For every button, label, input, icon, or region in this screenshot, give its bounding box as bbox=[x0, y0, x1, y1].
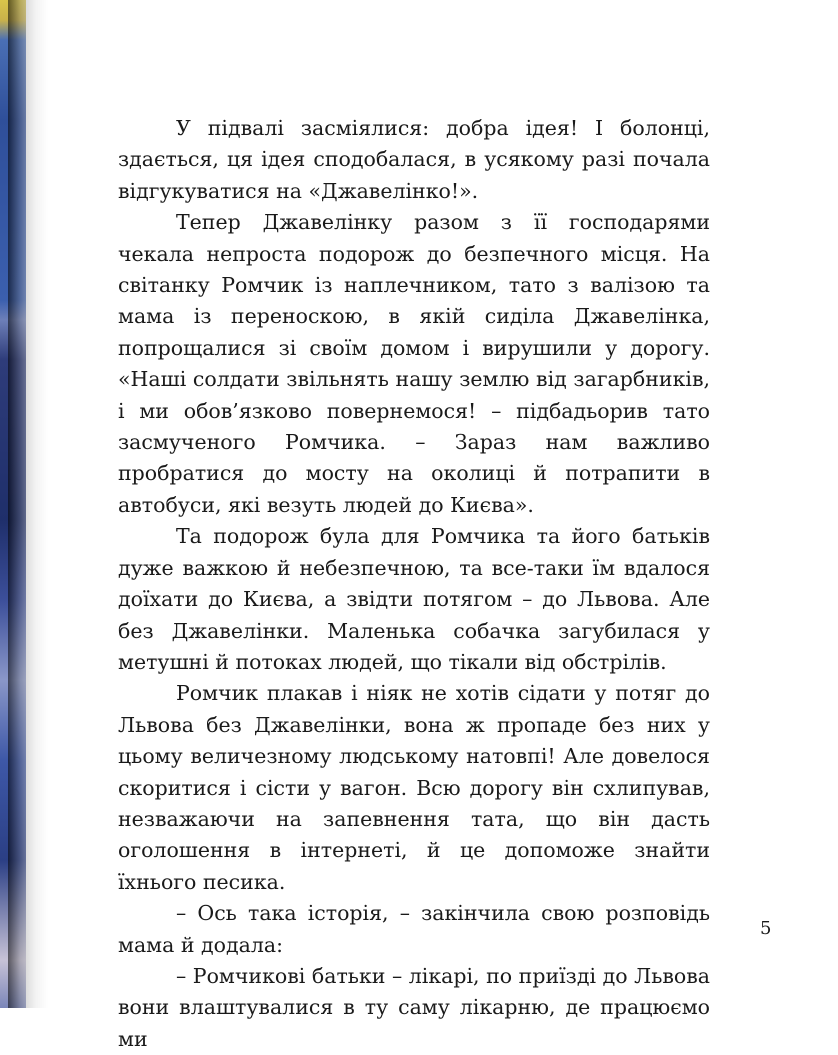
paragraph-1: У підвалі засміялися: добра ідея! І болонці, здається, ця ідея сподобалася, в усякому разі почала відгукуватися на «Джавелінко!». bbox=[118, 116, 710, 203]
paragraph-5: – Ось така історія, – закінчила свою розповідь мама й додала: bbox=[118, 901, 710, 957]
paragraph-4: Ромчик плакав і ніяк не хотів сідати у потяг до Львова без Джавелінки, вона ж пропаде без них у цьому величезному людському натовпі! Але довелося скоритися і сісти у вагон. Всю дорогу він схлипував, незважаючи на запевнення тата, що він дасть оголошення в інтернеті, й це допоможе знайти їхнього песика. bbox=[118, 681, 710, 894]
page-number: 5 bbox=[760, 918, 772, 939]
body-text bbox=[118, 113, 710, 1055]
gutter-shadow bbox=[8, 0, 48, 1008]
paragraph-2: Тепер Джавелінку разом з її господарями чекала непроста подорож до безпечного місця. На світанку Ромчик із наплечником, тато з валізою та мама із переноскою, в якій сиділа Джавелінка, попрощалися зі своїм домом і вирушили у дорогу. «Наші солдати звільнять нашу землю від загарбників, і ми обов’язково повернемося! – підбадьорив тато засмученого Ромчика. – Зараз нам важливо пробратися до мосту на околиці й потрапити в автобуси, які везуть людей до Києва». bbox=[118, 210, 710, 517]
paragraph-6: – Ромчикові батьки – лікарі, по приїзді до Львова вони влаштувалися в ту саму лікарню, де працюємо ми bbox=[118, 963, 710, 1051]
paragraph-3: Та подорож була для Ромчика та його батьків дуже важкою й небезпечною, та все-таки їм вдалося доїхати до Києва, а звідти потягом – до Львова. Але без Джавелінки. Маленька собачка загубилася у метушні й потоках людей, що тікали від обстрілів. bbox=[118, 524, 710, 674]
